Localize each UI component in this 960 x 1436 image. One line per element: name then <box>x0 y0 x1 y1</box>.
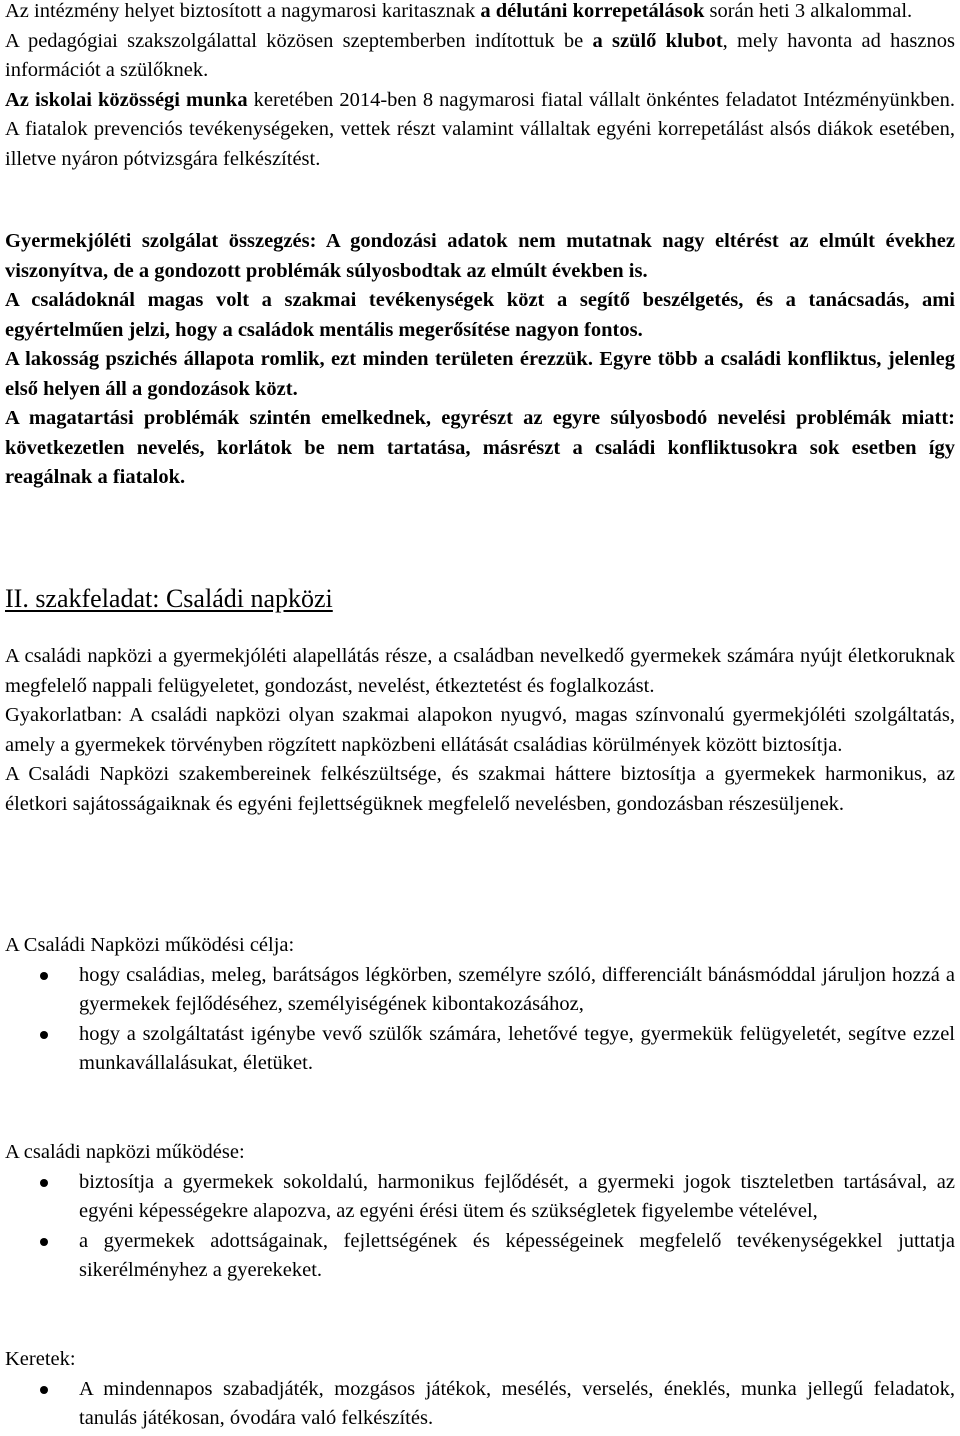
list-item: biztosítja a gyermekek sokoldalú, harmonikus fejlődését, a gyermeki jogok tiszteletben tartásával, az egyéni képességekre alapozva, az egyéni érési ütem és szükségletek figyelembe vételével, <box>5 1168 955 1227</box>
section-frames <box>5 1345 955 1434</box>
section-volunteering <box>5 0 955 174</box>
paragraph-population: A lakosság pszichés állapota romlik, ezt minden területen érezzük. Egyre több a családi konfliktus, jelenleg első helyen áll a gondozások közt. <box>5 348 955 400</box>
goals-label: A Családi Napközi működési célja: <box>5 934 295 956</box>
list-item: hogy a szolgáltatást igénybe vevő szülők számára, lehetővé tegye, gyermekük felügyeletét, segítve ezzel munkavállalásukat, életüket. <box>5 1020 955 1079</box>
bullet-icon <box>40 1386 48 1394</box>
list-item: A mindennapos szabadjáték, mozgásos játékok, mesélés, verselés, éneklés, munka jellegű feladatok, tanulás játékosan, óvodára való felkészítés. <box>5 1375 955 1434</box>
section-description <box>5 642 955 819</box>
operation-list <box>5 1168 955 1286</box>
bullet-icon <box>40 972 48 980</box>
operation-label: A családi napközi működése: <box>5 1141 245 1163</box>
paragraph-parent-club: A pedagógiai szakszolgálattal közösen szeptemberben indítottuk be a szülő klubot, mely havonta ad hasznos információt a szülőknek. <box>5 29 955 81</box>
paragraph-behaviour: A magatartási problémák szintén emelkednek, egyrészt az egyre súlyosbodó nevelési problémák miatt: következetlen nevelés, korlátok be nem tartatása, másrészt a családi konfliktusokra sok esetben így reagálnak a fiatalok. <box>5 407 955 488</box>
section-summary <box>5 227 955 493</box>
paragraph-staff: A Családi Napközi szakembereinek felkészültsége, és szakmai háttere biztosítja a gyermekek harmonikus, az életkori sajátosságaiknak és egyéni fejlettségüknek megfelelő nevelésben, gondozásban részesüljenek. <box>5 763 955 815</box>
frames-label: Keretek: <box>5 1348 76 1370</box>
goals-list <box>5 961 955 1079</box>
paragraph-karitasz: Az intézmény helyet biztosított a nagymarosi karitasznak a délutáni korrepetálások során heti 3 alkalommal. <box>5 0 913 22</box>
paragraph-practice: Gyakorlatban: A családi napközi olyan szakmai alapokon nyugvó, magas színvonalú gyermekjóléti szolgáltatás, amely a gyermekek törvényben rögzített napközbeni ellátását családias körülmények között biztosítja. <box>5 704 955 756</box>
list-item: hogy családias, meleg, barátságos légkörben, személyre szóló, differenciált bánásmóddal járuljon hozzá a gyermekek fejlődéséhez, személyiségének kibontakozásához, <box>5 961 955 1020</box>
section-goals <box>5 931 955 1079</box>
list-item: a gyermekek adottságainak, fejlettségének és képességeinek megfelelő tevékenységekkel juttatja sikerélményhez a gyerekeket. <box>5 1227 955 1286</box>
bullet-icon <box>40 1031 48 1039</box>
section-operation <box>5 1138 955 1286</box>
paragraph-summary: Gyermekjóléti szolgálat összegzés: A gondozási adatok nem mutatnak nagy eltérést az elmúlt évekhez viszonyítva, de a gondozott problémák súlyosbodtak az elmúlt években is. <box>5 230 955 282</box>
bullet-icon <box>40 1179 48 1187</box>
section-heading: II. szakfeladat: Családi napközi <box>5 584 333 613</box>
paragraph-families: A családoknál magas volt a szakmai tevékenységek közt a segítő beszélgetés, és a tanácsadás, ami egyértelműen jelzi, hogy a családok mentális megerősítése nagyon fontos. <box>5 289 955 341</box>
bullet-icon <box>40 1238 48 1246</box>
frames-list <box>5 1375 955 1434</box>
paragraph-school-community: Az iskolai közösségi munka keretében 2014-ben 8 nagymarosi fiatal vállalt önkéntes feladatot Intézményünkben. A fiatalok prevenciós tevékenységeken, vettek részt valamint vállaltak egyéni korrepetálást alsós diákok esetében, illetve nyáron pótvizsgára felkészítést. <box>5 88 955 170</box>
paragraph-definition: A családi napközi a gyermekjóléti alapellátás része, a családban nevelkedő gyermekek számára nyújt életkoruknak megfelelő nappali felügyeletet, gondozást, nevelést, étkeztetést és foglalkozást. <box>5 645 955 697</box>
